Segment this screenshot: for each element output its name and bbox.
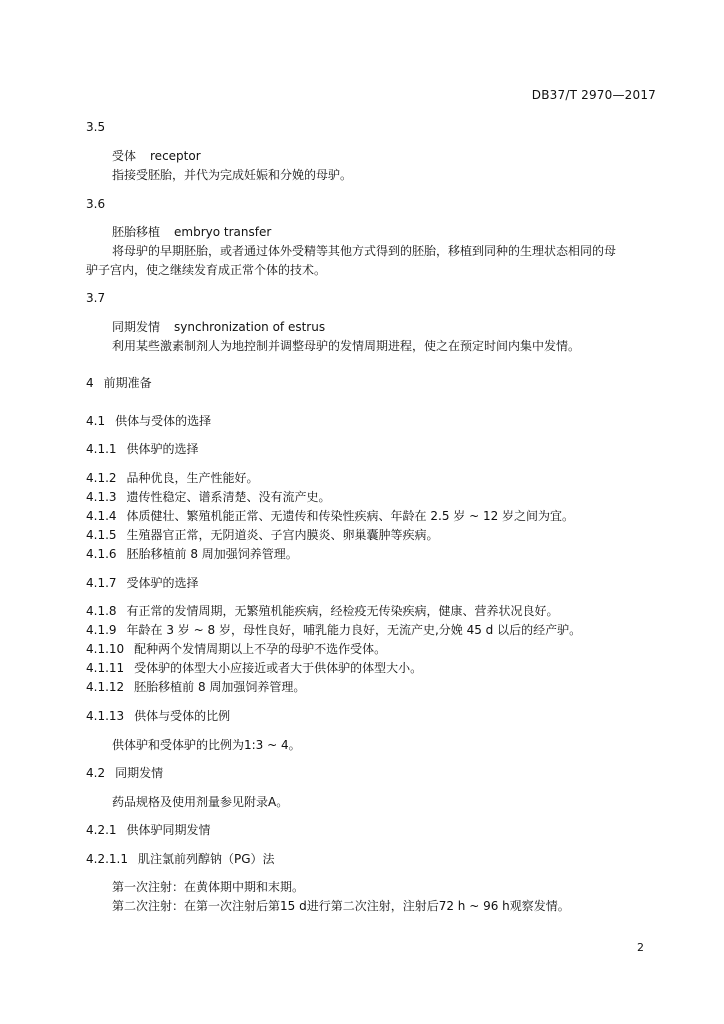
list-item: 4.1.9 年龄在 3 岁 ~ 8 岁，母性良好，哺乳能力良好，无流产史,分娩 45 d 以后的经产驴。	[86, 623, 582, 637]
body-text: 供体驴和受体驴的比例为1:3 ~ 4。	[112, 738, 301, 752]
list-item: 4.1.12 胚胎移植前 8 周加强饲养管理。	[86, 680, 306, 694]
term-en: receptor	[150, 149, 201, 163]
body-text: 第一次注射：在黄体期中期和末期。	[112, 880, 305, 894]
clause-number: 3.6	[86, 197, 106, 211]
list-item: 4.1.6 胚胎移植前 8 周加强饲养管理。	[86, 547, 298, 561]
body-text: 药品规格及使用剂量参见附录A。	[112, 795, 289, 809]
list-item: 4.1.4 体质健壮、繁殖机能正常、无遗传和传染性疾病、年龄在 2.5 岁 ~ 12 岁之间为宜。	[86, 509, 575, 523]
definition-text: 利用某些激素制剂人为地控制并调整母驴的发情周期进程，使之在预定时间内集中发情。	[112, 339, 581, 353]
subsection-heading: 4.1.1 供体驴的选择	[86, 442, 199, 456]
clause-number: 3.5	[86, 120, 106, 134]
definition-text-cont: 驴子宫内，使之继续发育成正常个体的技术。	[86, 263, 327, 277]
term-zh: 同期发情	[112, 320, 161, 334]
definition-text: 将母驴的早期胚胎，或者通过体外受精等其他方式得到的胚胎，移植到同种的生理状态相同的母	[112, 244, 617, 258]
term-zh: 受体	[112, 149, 137, 163]
page-number: 2	[637, 941, 644, 954]
section-heading: 4 前期准备	[86, 376, 152, 390]
clause-number: 3.7	[86, 291, 106, 305]
list-item: 4.1.2 品种优良，生产性能好。	[86, 471, 259, 485]
subsection-heading: 4.1 供体与受体的选择	[86, 414, 212, 428]
body-text: 第二次注射：在第一次注射后第15 d进行第二次注射，注射后72 h ~ 96 h观察发情。	[112, 899, 570, 913]
subsection-heading: 4.2.1 供体驴同期发情	[86, 823, 211, 837]
subsection-heading: 4.1.7 受体驴的选择	[86, 576, 199, 590]
definition-text: 指接受胚胎，并代为完成妊娠和分娩的母驴。	[112, 168, 353, 182]
term-en: synchronization of estrus	[174, 320, 326, 334]
list-item: 4.1.5 生殖器官正常，无阴道炎、子宫内膜炎、卵巢囊肿等疾病。	[86, 528, 439, 542]
term-zh: 胚胎移植	[112, 225, 161, 239]
standard-code-header: DB37/T 2970—2017	[531, 88, 656, 102]
list-item: 4.1.10 配种两个发情周期以上不孕的母驴不选作受体。	[86, 642, 387, 656]
list-item: 4.1.11 受体驴的体型大小应接近或者大于供体驴的体型大小。	[86, 661, 423, 675]
term-en: embryo transfer	[174, 225, 272, 239]
list-item: 4.1.8 有正常的发情周期，无繁殖机能疾病，经检疫无传染疾病，健康、营养状况良好。	[86, 604, 559, 618]
subsection-heading: 4.2 同期发情	[86, 766, 164, 780]
list-item: 4.1.3 遗传性稳定、谱系清楚、没有流产史。	[86, 490, 331, 504]
term-title	[112, 319, 325, 335]
term-title	[112, 224, 271, 240]
subsection-heading: 4.2.1.1 肌注氯前列醇钠（PG）法	[86, 852, 275, 866]
subsection-heading: 4.1.13 供体与受体的比例	[86, 709, 231, 723]
term-title	[112, 148, 201, 164]
